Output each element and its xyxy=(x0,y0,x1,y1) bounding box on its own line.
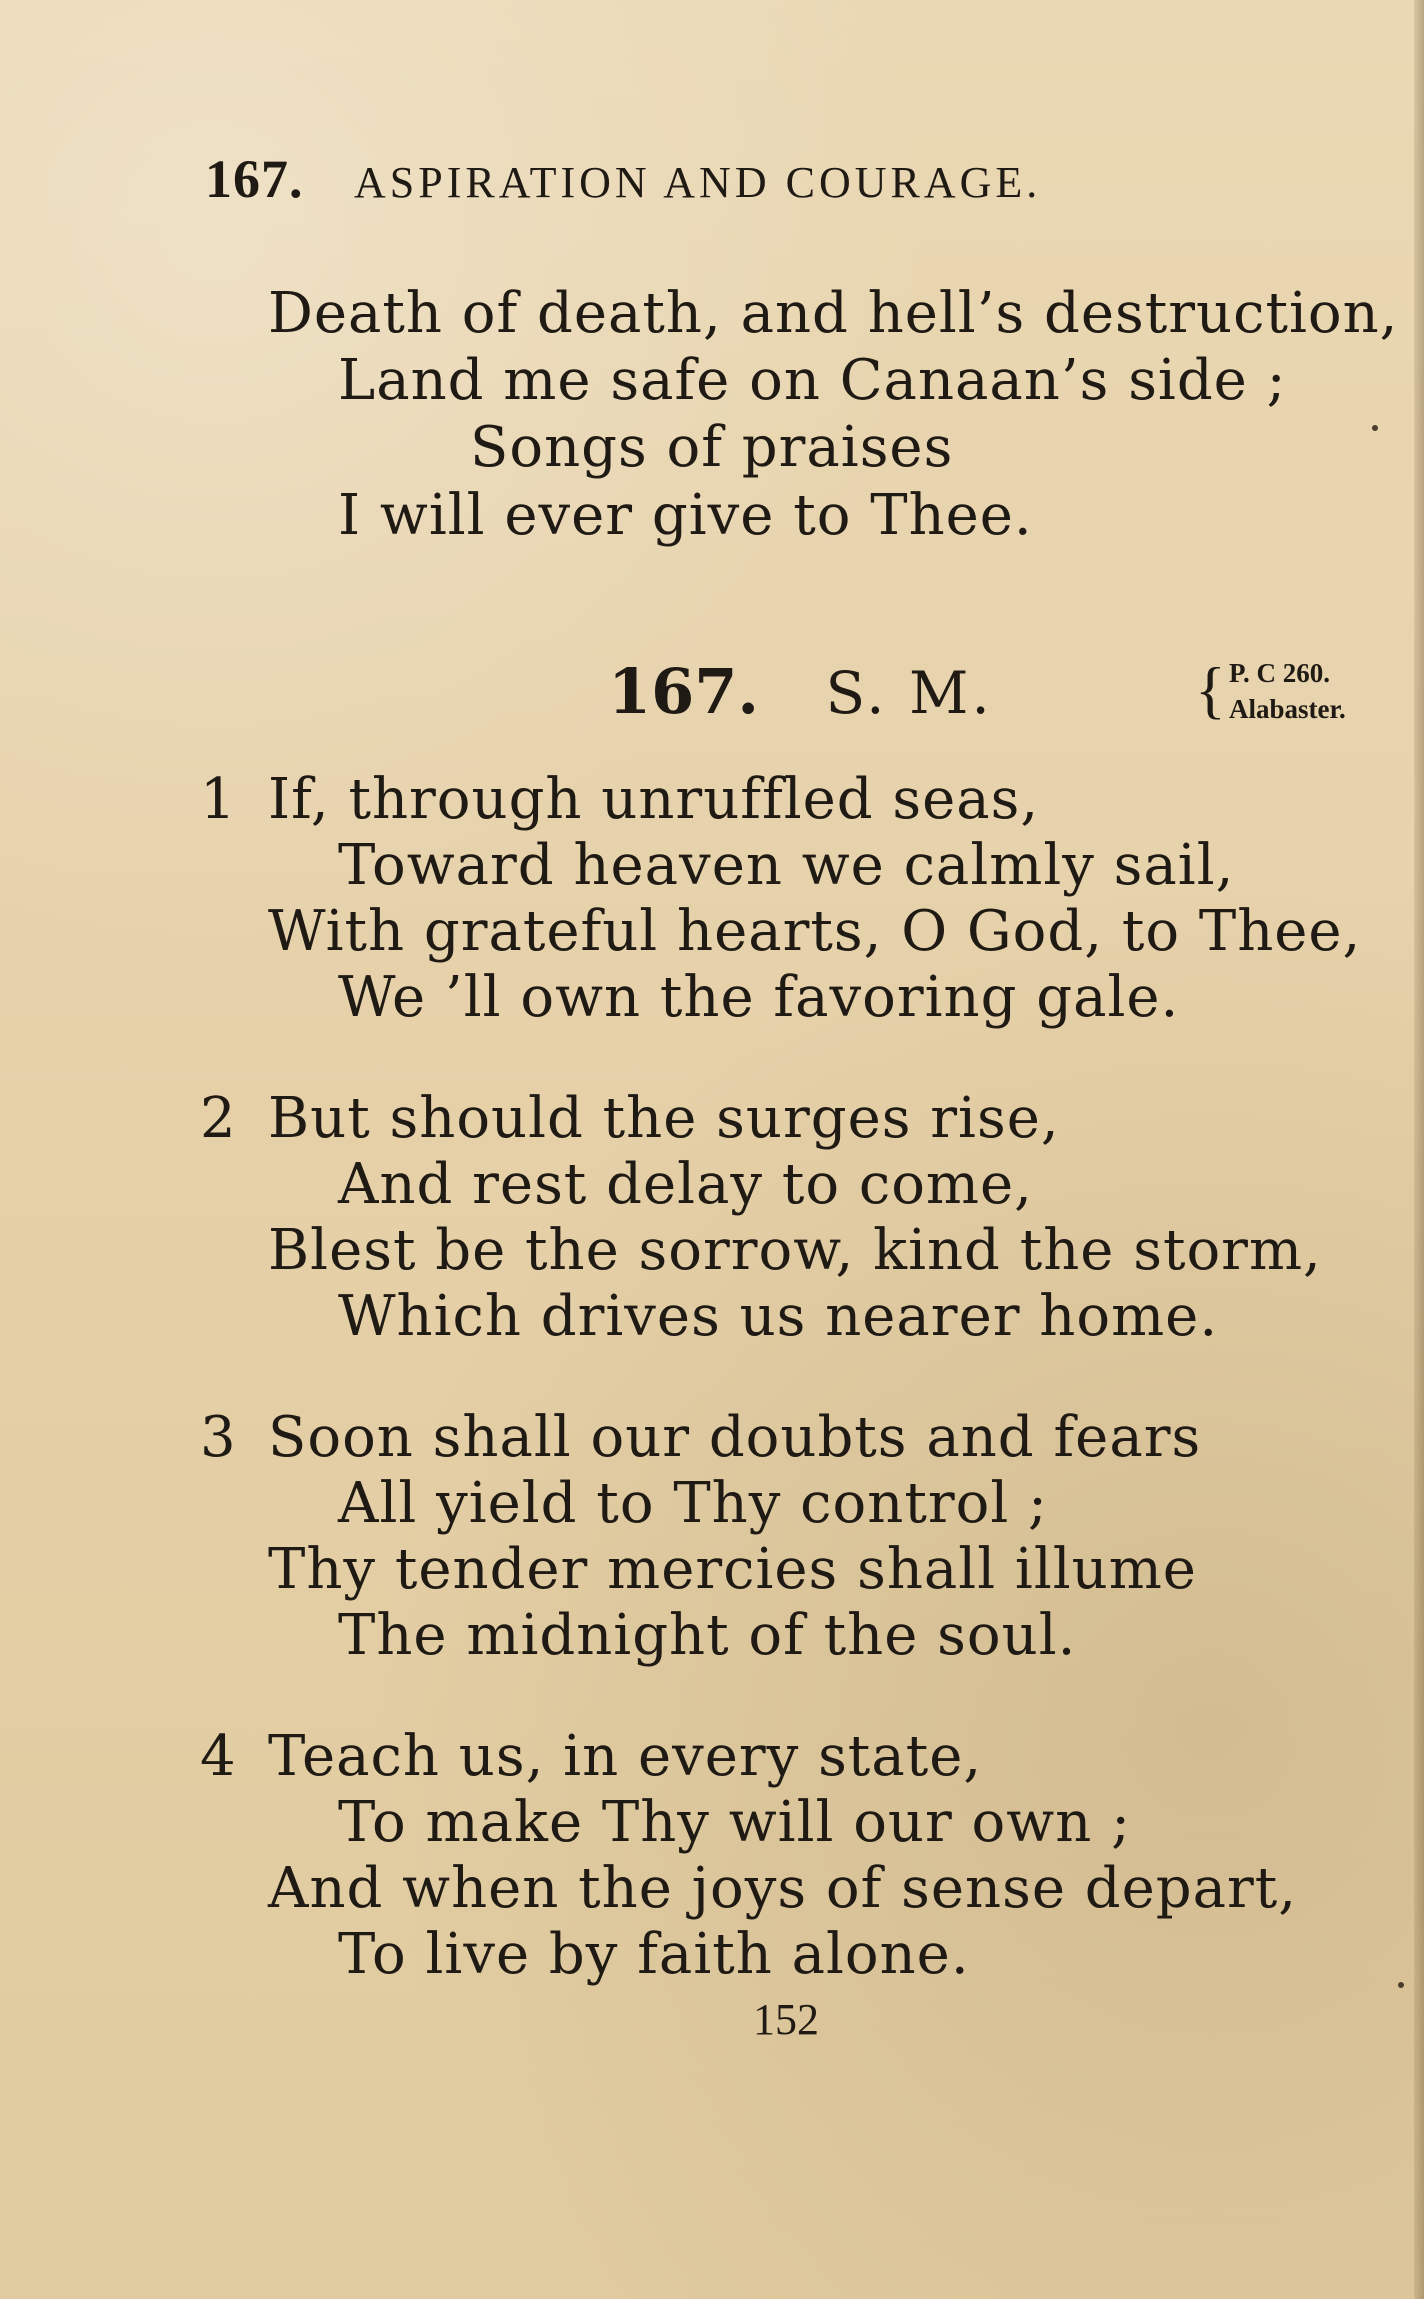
stanza-1-line-3: With grateful hearts, O God, to Thee, xyxy=(268,899,1362,964)
tune-reference-line-1: P. C 260. xyxy=(1229,658,1331,688)
stanza-3-line-4: The midnight of the soul. xyxy=(338,1603,1077,1668)
stanza-number-4: 4 xyxy=(200,1724,236,1789)
continuation-line-2: Land me safe on Canaan’s side ; xyxy=(338,348,1287,413)
stanza-4-line-3: And when the joys of sense depart, xyxy=(268,1856,1298,1921)
stanza-number-2: 2 xyxy=(200,1086,236,1151)
paper-speck xyxy=(1372,425,1378,431)
continuation-line-3: Songs of praises xyxy=(470,415,954,480)
stanza-4-line-2: To make Thy will our own ; xyxy=(338,1790,1131,1855)
running-head-number: 167. xyxy=(205,149,304,209)
stanza-1-line-2: Toward heaven we calmly sail, xyxy=(338,833,1235,898)
tune-reference-line-2: Alabaster. xyxy=(1229,694,1346,724)
paper-speck xyxy=(1398,1982,1404,1988)
running-head xyxy=(205,148,1041,210)
stanza-4-line-4: To live by faith alone. xyxy=(338,1922,970,1987)
continuation-line-1: Death of death, and hell’s destruction, xyxy=(268,281,1399,346)
stanza-4-line-1: Teach us, in every state, xyxy=(268,1724,983,1789)
running-head-title: ASPIRATION AND COURAGE. xyxy=(354,158,1042,207)
hymn-number: 167. xyxy=(608,655,760,728)
tune-reference xyxy=(1195,654,1405,732)
page-number: 152 xyxy=(753,1995,819,2044)
stanza-number-1: 1 xyxy=(200,767,236,832)
stanza-number-3: 3 xyxy=(200,1405,236,1470)
stanza-1-line-4: We ’ll own the favoring gale. xyxy=(338,965,1180,1030)
stanza-1-line-1: If, through unruffled seas, xyxy=(268,767,1040,832)
page-edge-shadow xyxy=(1414,0,1424,2299)
hymn-header xyxy=(608,655,993,728)
brace-icon: { xyxy=(1195,654,1226,725)
stanza-3-line-3: Thy tender mercies shall illume xyxy=(268,1537,1197,1602)
continuation-line-4: I will ever give to Thee. xyxy=(338,483,1033,548)
stanza-2-line-3: Blest be the sorrow, kind the storm, xyxy=(268,1218,1322,1283)
stanza-2-line-2: And rest delay to come, xyxy=(338,1152,1033,1217)
stanza-2-line-4: Which drives us nearer home. xyxy=(338,1284,1219,1349)
stanza-2-line-1: But should the surges rise, xyxy=(268,1086,1060,1151)
stanza-3-line-2: All yield to Thy control ; xyxy=(338,1471,1048,1536)
hymn-meter: S. M. xyxy=(825,659,993,727)
stanza-3-line-1: Soon shall our doubts and fears xyxy=(268,1405,1202,1470)
